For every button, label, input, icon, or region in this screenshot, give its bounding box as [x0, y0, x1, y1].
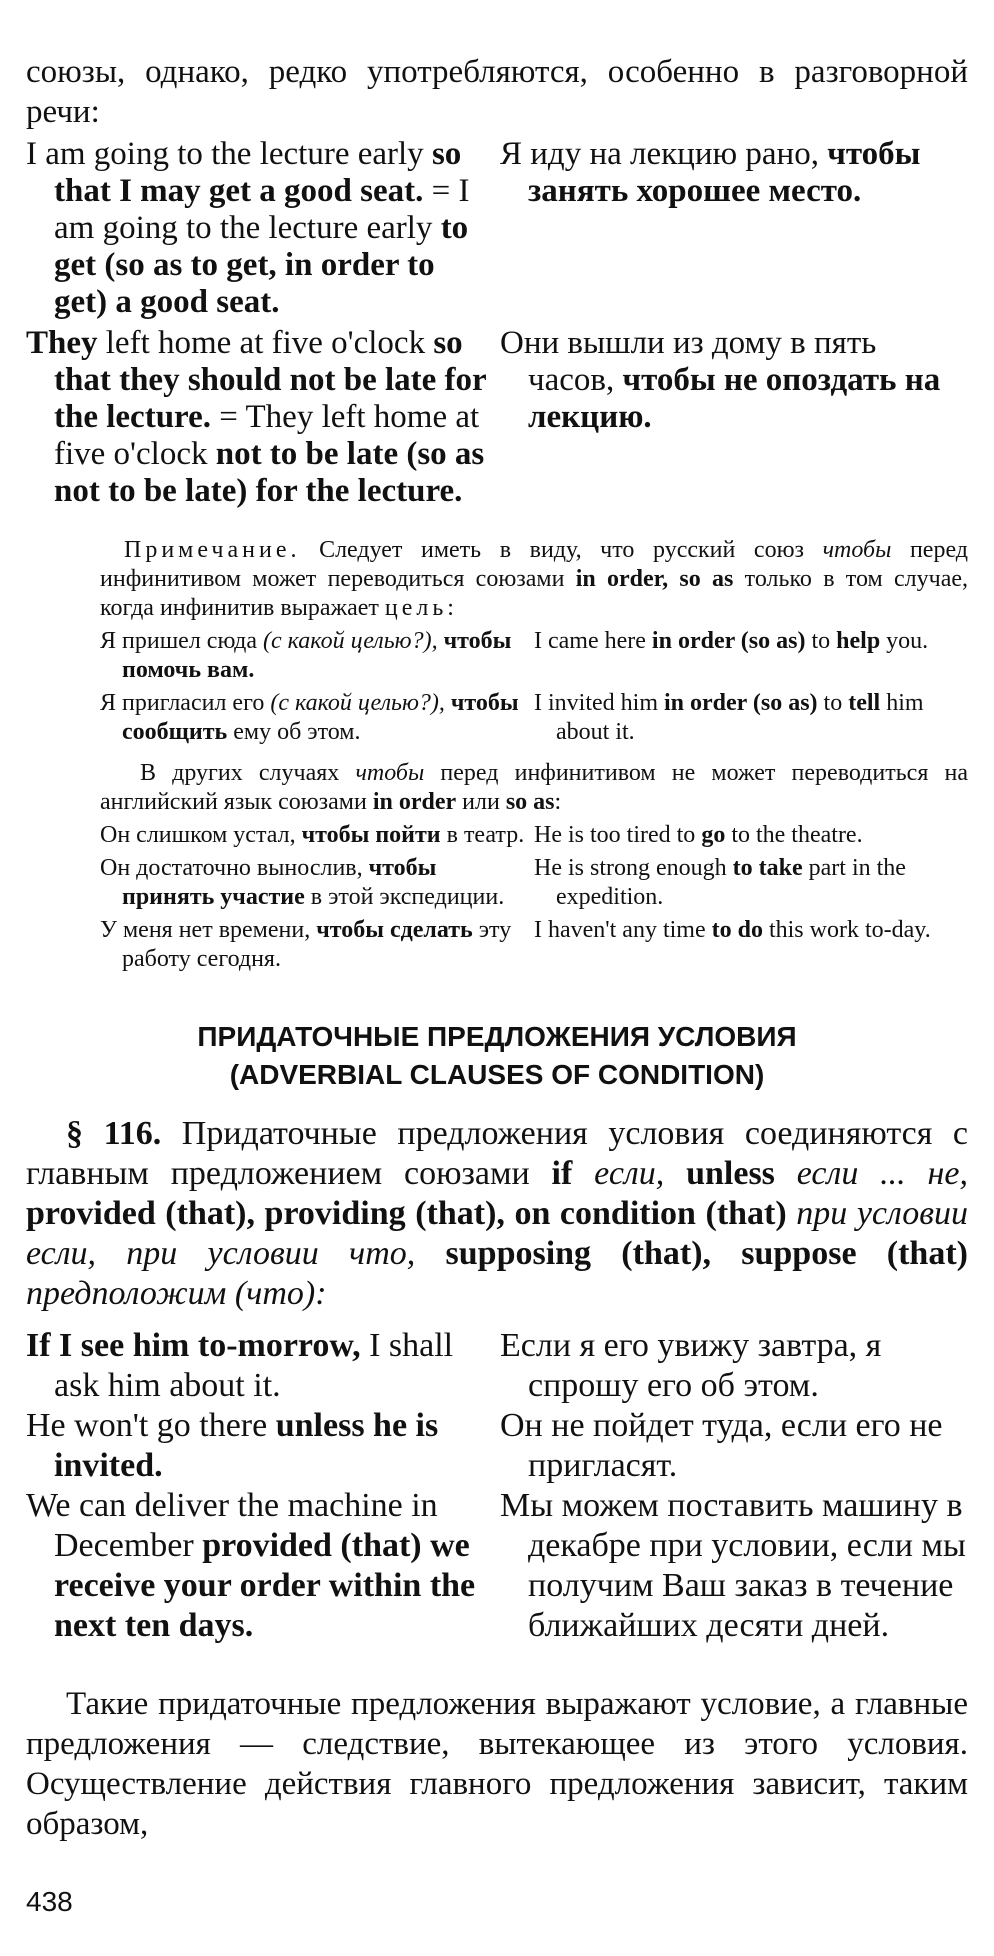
example-pair [26, 1326, 968, 1406]
text-span: Если я его увижу завтра, я спрошу его об этом. [500, 1327, 882, 1404]
text-span: to the theatre. [725, 822, 863, 848]
text-span: чтобы [355, 760, 425, 786]
text-span: I haven't any time [534, 917, 712, 943]
example-pair [26, 1486, 968, 1646]
text-span: чтобы сообщить [122, 690, 519, 745]
text-span: Они вышли из дому в пять часов, [500, 325, 877, 398]
outro-paragraph: Такие придаточные предложения выражают условие, а главные предложения — следствие, вытекающее из этого условия. Осуществление действия главного предложения зависит, таким образом, [26, 1686, 968, 1842]
text-span: или [456, 789, 506, 815]
text-span: (с какой целью?), [270, 690, 445, 716]
example-pair [26, 1406, 968, 1486]
text-span: He is strong enough [534, 855, 733, 881]
text-span: We can deliver the machine in December [26, 1487, 438, 1564]
section-number: § 116. [66, 1115, 162, 1152]
examples-condition [26, 1326, 968, 1646]
text-span: unless [664, 1155, 775, 1192]
text-span: Я пригласил его [100, 690, 271, 716]
note-example-english [534, 854, 968, 912]
page-number: 438 [26, 1886, 73, 1917]
text-span: перед инфинитивом может переводиться союзами [100, 537, 968, 592]
example-english [26, 1486, 494, 1646]
text-span: so as [505, 789, 555, 815]
text-span: чтобы занять хорошее место. [528, 136, 921, 209]
note-paragraph [100, 536, 968, 623]
text-span: They [26, 325, 98, 361]
note-example-russian [100, 854, 534, 912]
text-span: him about it. [556, 690, 924, 745]
section-heading [26, 1018, 968, 1094]
text-span: Он слишком устал, [100, 822, 302, 848]
note-example-russian [100, 821, 534, 850]
text-span: so that they should not be late for the lecture. [54, 325, 487, 435]
text-span: He won't go there [26, 1407, 276, 1444]
text-span: при условии если, при условии что, [26, 1195, 968, 1272]
text-span: чтобы сделать [316, 917, 473, 943]
text-span: чтобы [822, 537, 892, 563]
text-span: in order, so as [575, 566, 734, 592]
text-span: У меня нет времени, [100, 917, 317, 943]
example-russian [500, 325, 968, 510]
text-span: so that I may get a good seat. [54, 136, 462, 209]
text-span: to do [711, 917, 763, 943]
note-example-russian [100, 689, 534, 747]
text-span: tell [848, 690, 881, 716]
text-span: = I am going to the lecture early [54, 173, 470, 246]
text-span: чтобы принять участие [122, 855, 437, 910]
note-example-pair [100, 821, 968, 850]
text-span: in order (so as) [651, 628, 806, 654]
text-span: I shall ask him about it. [54, 1327, 454, 1404]
text-span: provided (that), providing (that), on condition (that) [26, 1195, 787, 1232]
text-span: : [554, 789, 562, 815]
text-span: в театр. [440, 822, 525, 848]
text-span: to get (so as to get, in order to get) a good seat. [54, 210, 469, 320]
text-span: not to be late (so as not to be late) for the lecture. [54, 436, 485, 509]
text-span: He is too tired to [534, 822, 702, 848]
text-span: Следует иметь в виду, что русский союз [300, 537, 823, 563]
text-span: unless he is invited. [54, 1407, 439, 1484]
note-paragraph [100, 759, 968, 817]
example-english [26, 1406, 494, 1486]
note-example-pair [100, 854, 968, 912]
text-span: перед инфинитивом не может переводиться на английский язык союзами [100, 760, 969, 815]
intro-paragraph: союзы, однако, редко употребляются, особенно в разговорной речи: [26, 54, 968, 130]
text-span: Мы можем поставить машину в декабре при условии, если мы получим Ваш заказ в течение ближайших десяти дней. [500, 1487, 966, 1644]
text-span: в этой экспедиции. [304, 884, 505, 910]
text-span: Придаточные предложения условия соединяются с главным предложением союзами [26, 1115, 968, 1192]
example-russian [500, 136, 968, 321]
note-example-pair [100, 689, 968, 747]
text-span: I am going to the lecture early [26, 136, 432, 172]
note-example-english [534, 627, 968, 685]
text-span: left home at five o'clock [97, 325, 434, 361]
example-russian [500, 1486, 968, 1646]
text-span: только в том случае, когда инфинитив выражает [100, 566, 969, 621]
section-paragraph [26, 1114, 968, 1314]
text-span: if [551, 1155, 573, 1192]
text-span: эту работу сегодня. [122, 917, 512, 972]
text-span: если, [572, 1155, 665, 1192]
text-span: чтобы не опоздать на лекцию. [528, 362, 941, 435]
heading-line: (ADVERBIAL CLAUSES OF CONDITION) [229, 1059, 765, 1090]
text-span: I came here [534, 628, 652, 654]
heading-line: ПРИДАТОЧНЫЕ ПРЕДЛОЖЕНИЯ УСЛОВИЯ [197, 1021, 797, 1052]
text-span: цель [384, 595, 448, 621]
text-span: part in the expedition. [556, 855, 906, 910]
text-span: help [836, 628, 881, 654]
text-span: I invited him [534, 690, 664, 716]
note-label: Примечание. [124, 537, 301, 563]
text-span: Он достаточно вынослив, [100, 855, 369, 881]
example-pair [26, 325, 968, 510]
note-example-english [534, 689, 968, 747]
example-russian [500, 1406, 968, 1486]
text-span: (с какой целью?), [263, 628, 438, 654]
examples-purpose [26, 136, 968, 510]
text-span: чтобы пойти [301, 822, 441, 848]
example-russian [500, 1326, 968, 1406]
note-example-pair [100, 627, 968, 685]
text-span: to [805, 628, 837, 654]
note-example-pair [100, 916, 968, 974]
text-span: предположим (что): [26, 1275, 327, 1312]
text-span: Я пришел сюда [100, 628, 264, 654]
text-span: you. [880, 628, 929, 654]
text-span: provided (that) we receive your order within the next ten days. [54, 1527, 476, 1644]
text-span: Я иду на лекцию рано, [500, 136, 828, 172]
note-example-russian [100, 916, 534, 974]
note-block [26, 536, 968, 974]
text-span: If I see him to-morrow, [26, 1327, 361, 1364]
text-span: ему об этом. [227, 719, 361, 745]
text-span: если ... не, [774, 1155, 968, 1192]
text-span: чтобы помочь вам. [122, 628, 512, 683]
text-span: in order [372, 789, 457, 815]
example-pair [26, 136, 968, 321]
text-span: go [701, 822, 726, 848]
note-example-russian [100, 627, 534, 685]
text-span: = They left home at five o'clock [54, 399, 480, 472]
example-english [26, 325, 494, 510]
text-span: to [817, 690, 849, 716]
text-span: in order (so as) [663, 690, 818, 716]
text-span: Он не пойдет туда, если его не пригласят. [500, 1407, 943, 1484]
note-example-english [534, 916, 968, 974]
text-span: : [447, 595, 454, 621]
example-english [26, 136, 494, 321]
text-span: В других случаях [140, 760, 356, 786]
note-example-english [534, 821, 968, 850]
text-span: to take [732, 855, 803, 881]
text-span: supposing (that), suppose (that) [415, 1235, 968, 1272]
text-span: this work to-day. [762, 917, 931, 943]
example-english [26, 1326, 494, 1406]
